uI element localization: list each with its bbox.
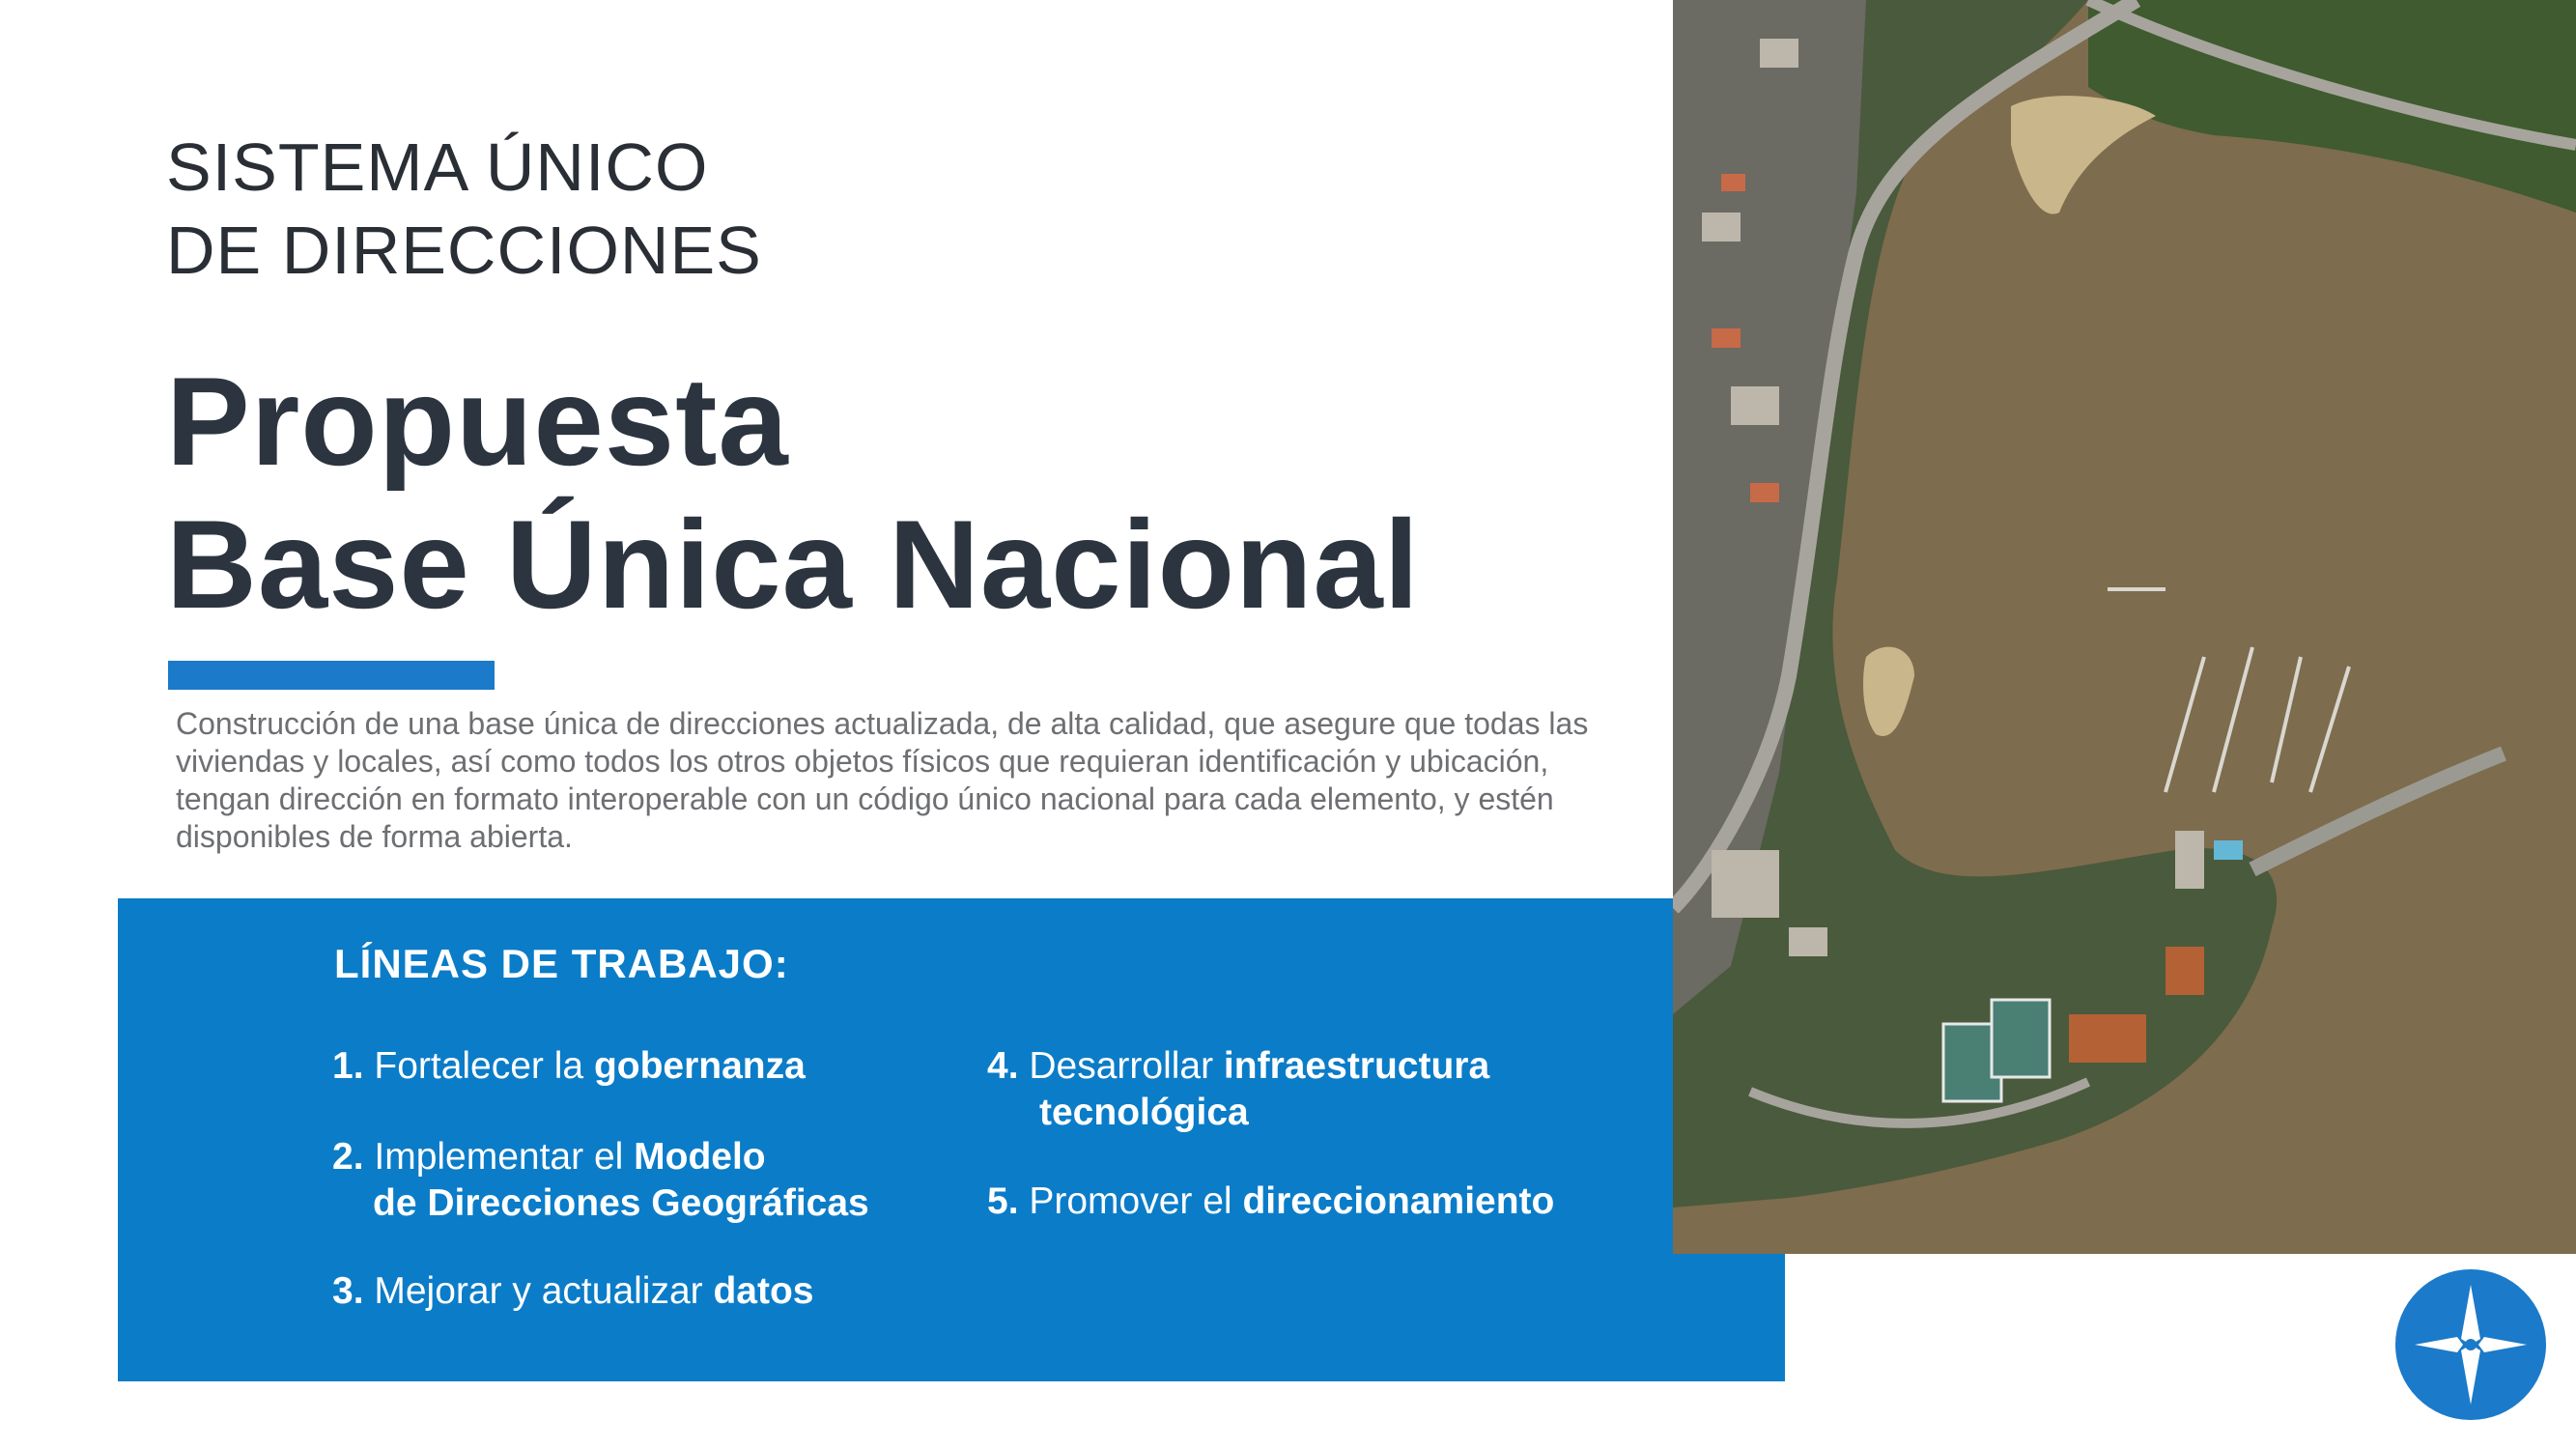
work-line-text: Fortalecer la [363, 1045, 594, 1087]
work-line-3 [332, 1268, 814, 1315]
work-line-number: 5. [987, 1180, 1019, 1222]
compass-logo-icon [2393, 1267, 2548, 1422]
work-line-number: 3. [332, 1270, 364, 1312]
court-clay-1 [2069, 1014, 2146, 1063]
work-line-bold: gobernanza [593, 1045, 806, 1087]
accent-bar [168, 661, 495, 690]
work-line-bold-continued: tecnológica [1039, 1092, 1249, 1133]
work-line-bold: infraestructura [1223, 1045, 1490, 1087]
work-line-4 [987, 1043, 1489, 1136]
court-clay-2 [2166, 947, 2204, 995]
work-line-number: 2. [332, 1136, 364, 1178]
aerial-harbor-photo [1673, 0, 2576, 1254]
work-line-number: 4. [987, 1045, 1019, 1087]
work-line-text: Promover el [1018, 1180, 1243, 1222]
work-line-number: 1. [332, 1045, 364, 1087]
work-line-1 [332, 1043, 806, 1090]
work-line-text: Desarrollar [1018, 1045, 1224, 1087]
court-2 [1992, 1000, 2050, 1077]
title-line-2: Base Única Nacional [166, 494, 1420, 635]
work-line-text: Implementar el [363, 1136, 635, 1178]
work-line-bold: datos [713, 1270, 814, 1312]
work-line-5 [987, 1179, 1554, 1225]
work-lines-heading: LÍNEAS DE TRABAJO: [334, 941, 789, 986]
kicker-line-2: DE DIRECCIONES [166, 213, 762, 288]
page-title [166, 350, 1420, 636]
work-line-bold: direccionamiento [1242, 1180, 1555, 1222]
work-lines-panel [118, 898, 1785, 1381]
compass-logo-graphic [2393, 1267, 2548, 1422]
description-paragraph: Construcción de una base única de direcciones actualizada, de alta calidad, que asegure que todas las viviendas y locales, así como todos los otros objetos físicos que requieran identificación y ubicación, tengan dirección en formato interoperable con un código único nacional para cada elemento, y estén disponibles de forma abierta. [176, 706, 1589, 854]
work-line-text: Mejorar y actualizar [363, 1270, 714, 1312]
work-line-bold: Modelo [634, 1136, 766, 1178]
kicker [166, 126, 762, 292]
title-line-1: Propuesta [166, 351, 789, 492]
work-line-2 [332, 1134, 869, 1227]
aerial-photo-illustration [1673, 0, 2576, 1254]
kicker-line-1: SISTEMA ÚNICO [166, 129, 709, 205]
work-line-bold-continued: de Direcciones Geográficas [373, 1182, 869, 1224]
pool [2214, 840, 2243, 860]
